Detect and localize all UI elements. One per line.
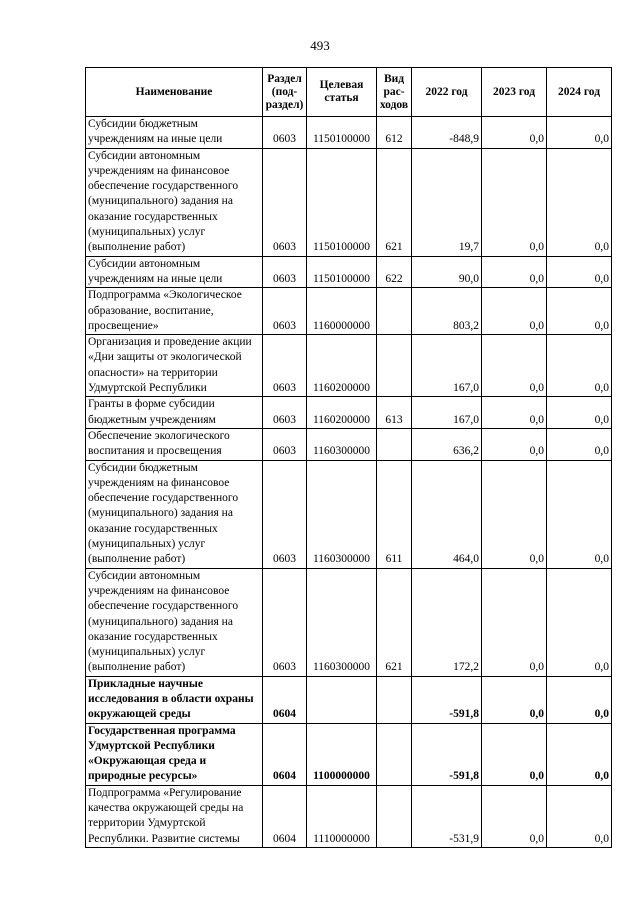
header-2023: 2023 год — [482, 68, 547, 117]
cell-name: Субсидии автономным учреждениям на финансовое обеспечение государственного (муниципального) задания на оказание государственных (муниципальных) услуг (выполнение работ) — [86, 148, 263, 256]
table-row — [86, 335, 612, 397]
cell-2023: 0,0 — [482, 676, 547, 723]
cell-2022: -531,9 — [412, 785, 482, 847]
table-row — [86, 256, 612, 288]
cell-2023: 0,0 — [482, 428, 547, 460]
cell-2023: 0,0 — [482, 397, 547, 429]
cell-2022: 167,0 — [412, 335, 482, 397]
cell-section: 0603 — [263, 288, 307, 335]
header-row — [86, 68, 612, 117]
cell-section: 0604 — [263, 723, 307, 785]
cell-name: Гранты в форме субсидии бюджетным учреждениям — [86, 397, 263, 429]
cell-section: 0603 — [263, 568, 307, 676]
cell-2022: -591,8 — [412, 676, 482, 723]
cell-section: 0603 — [263, 117, 307, 149]
cell-expense: 621 — [377, 148, 412, 256]
cell-2023: 0,0 — [482, 568, 547, 676]
cell-target: 1150100000 — [307, 117, 377, 149]
cell-2022: 19,7 — [412, 148, 482, 256]
cell-expense — [377, 335, 412, 397]
cell-2024: 0,0 — [547, 397, 612, 429]
cell-target: 1160000000 — [307, 288, 377, 335]
cell-expense: 613 — [377, 397, 412, 429]
cell-section: 0603 — [263, 148, 307, 256]
table-row — [86, 676, 612, 723]
cell-2022: 803,2 — [412, 288, 482, 335]
cell-expense: 611 — [377, 460, 412, 568]
cell-2023: 0,0 — [482, 785, 547, 847]
table-row — [86, 568, 612, 676]
cell-2024: 0,0 — [547, 256, 612, 288]
table-row — [86, 723, 612, 785]
header-expense: Вид рас-ходов — [377, 68, 412, 117]
cell-section: 0603 — [263, 397, 307, 429]
budget-table — [85, 67, 612, 848]
cell-section: 0603 — [263, 335, 307, 397]
cell-name: Подпрограмма «Экологическое образование, воспитание, просвещение» — [86, 288, 263, 335]
cell-section: 0603 — [263, 428, 307, 460]
cell-name: Государственная программа Удмуртской Республики «Окружающая среда и природные ресурсы» — [86, 723, 263, 785]
cell-name: Субсидии бюджетным учреждениям на финансовое обеспечение государственного (муниципального) задания на оказание государственных (муниципальных) услуг (выполнение работ) — [86, 460, 263, 568]
cell-2024: 0,0 — [547, 117, 612, 149]
cell-2024: 0,0 — [547, 460, 612, 568]
cell-target: 1160200000 — [307, 335, 377, 397]
table-body — [86, 117, 612, 848]
table-row — [86, 117, 612, 149]
cell-expense — [377, 723, 412, 785]
cell-name: Субсидии автономным учреждениям на финансовое обеспечение государственного (муниципального) задания на оказание государственных (муниципальных) услуг (выполнение работ) — [86, 568, 263, 676]
cell-name: Субсидии автономным учреждениям на иные цели — [86, 256, 263, 288]
cell-2024: 0,0 — [547, 148, 612, 256]
cell-2023: 0,0 — [482, 335, 547, 397]
header-name: Наименование — [86, 68, 263, 117]
cell-expense — [377, 785, 412, 847]
cell-expense — [377, 428, 412, 460]
cell-target: 1100000000 — [307, 723, 377, 785]
cell-2023: 0,0 — [482, 117, 547, 149]
cell-target: 1160200000 — [307, 397, 377, 429]
header-target: Целевая статья — [307, 68, 377, 117]
cell-expense — [377, 288, 412, 335]
cell-expense: 621 — [377, 568, 412, 676]
header-2022: 2022 год — [412, 68, 482, 117]
cell-2023: 0,0 — [482, 148, 547, 256]
cell-2024: 0,0 — [547, 676, 612, 723]
page-number: 493 — [310, 38, 330, 53]
cell-2023: 0,0 — [482, 256, 547, 288]
cell-section: 0604 — [263, 676, 307, 723]
cell-2023: 0,0 — [482, 723, 547, 785]
cell-section: 0603 — [263, 256, 307, 288]
cell-2022: -591,8 — [412, 723, 482, 785]
cell-2022: 636,2 — [412, 428, 482, 460]
cell-expense — [377, 676, 412, 723]
cell-2022: 172,2 — [412, 568, 482, 676]
cell-2023: 0,0 — [482, 288, 547, 335]
cell-target: 1110000000 — [307, 785, 377, 847]
cell-target: 1150100000 — [307, 148, 377, 256]
cell-2024: 0,0 — [547, 723, 612, 785]
cell-2022: 90,0 — [412, 256, 482, 288]
cell-expense: 622 — [377, 256, 412, 288]
cell-target: 1160300000 — [307, 568, 377, 676]
cell-name: Прикладные научные исследования в области охраны окружающей среды — [86, 676, 263, 723]
cell-expense: 612 — [377, 117, 412, 149]
table-row — [86, 397, 612, 429]
header-2024: 2024 год — [547, 68, 612, 117]
cell-target: 1160300000 — [307, 428, 377, 460]
cell-target: 1160300000 — [307, 460, 377, 568]
cell-2022: -848,9 — [412, 117, 482, 149]
cell-2022: 167,0 — [412, 397, 482, 429]
cell-target — [307, 676, 377, 723]
cell-2022: 464,0 — [412, 460, 482, 568]
cell-name: Обеспечение экологического воспитания и просвещения — [86, 428, 263, 460]
cell-section: 0604 — [263, 785, 307, 847]
table-row — [86, 460, 612, 568]
cell-name: Субсидии бюджетным учреждениям на иные цели — [86, 117, 263, 149]
cell-2024: 0,0 — [547, 288, 612, 335]
table-row — [86, 148, 612, 256]
header-section: Раздел (под-раздел) — [263, 68, 307, 117]
table-row — [86, 288, 612, 335]
cell-2024: 0,0 — [547, 428, 612, 460]
cell-target: 1150100000 — [307, 256, 377, 288]
cell-name: Организация и проведение акции «Дни защиты от экологической опасности» на территории Удмуртской Республики — [86, 335, 263, 397]
cell-name: Подпрограмма «Регулирование качества окружающей среды на территории Удмуртской Республики. Развитие системы — [86, 785, 263, 847]
cell-2024: 0,0 — [547, 335, 612, 397]
cell-2023: 0,0 — [482, 460, 547, 568]
cell-section: 0603 — [263, 460, 307, 568]
table-row — [86, 785, 612, 847]
cell-2024: 0,0 — [547, 785, 612, 847]
cell-2024: 0,0 — [547, 568, 612, 676]
table-row — [86, 428, 612, 460]
